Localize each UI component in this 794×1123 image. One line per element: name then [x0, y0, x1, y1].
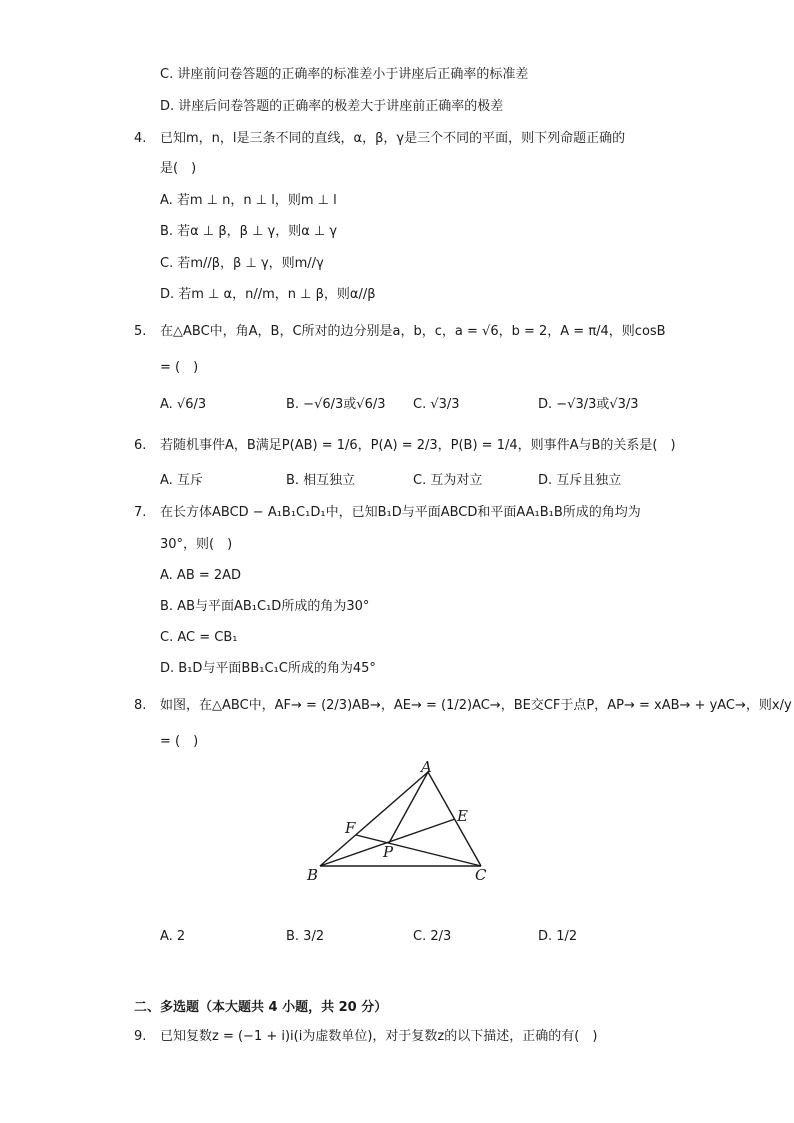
q4-stem-line1: 已知m，n，l是三条不同的直线，α，β，γ是三个不同的平面，则下列命题正确的	[160, 131, 626, 146]
segment-cf	[356, 835, 481, 866]
q5-option-a: A. √6/3	[160, 397, 207, 412]
q8-stem-line1: 如图，在△ABC中，AF→ = (2/3)AB→，AE→ = (1/2)AC→，BE交CF于点P，AP→ = xAB→ + yAC→，则x/y	[160, 698, 792, 713]
q8-option-a: A. 2	[160, 929, 186, 944]
q6-option-c: C. 互为对立	[413, 473, 483, 488]
q7-stem-line2: 30°，则( )	[160, 537, 233, 552]
q7-option-a: A. AB = 2AD	[160, 568, 242, 583]
segment-ap	[389, 772, 428, 843]
q3-option-c: C. 讲座前问卷答题的正确率的标准差小于讲座后正确率的标准差	[160, 67, 529, 82]
q6-option-a: A. 互斥	[160, 473, 203, 488]
q5-stem-line2: = ( )	[160, 360, 199, 375]
q7-option-b: B. AB与平面AB₁C₁D所成的角为30°	[160, 599, 370, 614]
q5-option-c: C. √3/3	[413, 397, 460, 412]
q5-options	[160, 396, 720, 414]
section-heading: 二、多选题（本大题共 4 小题，共 20 分）	[134, 1000, 388, 1015]
q8-option-c: C. 2/3	[413, 929, 452, 944]
label-f: F	[345, 819, 356, 837]
q8-options	[160, 928, 720, 946]
q4-option-c: C. 若m//β，β ⊥ γ，则m//γ	[160, 256, 324, 271]
q6-option-d: D. 互斥且独立	[538, 473, 622, 488]
q7-option-c: C. AC = CB₁	[160, 630, 238, 645]
q6-options	[160, 472, 720, 490]
segment-ab	[320, 772, 428, 866]
q8-option-b: B. 3/2	[286, 929, 325, 944]
q4-option-d: D. 若m ⊥ α，n//m，n ⊥ β，则α//β	[160, 287, 376, 302]
q8-number: 8.	[134, 698, 147, 713]
q7-stem-line1: 在长方体ABCD − A₁B₁C₁D₁中，已知B₁D与平面ABCD和平面AA₁B₁B所成的角均为	[160, 505, 641, 520]
q7-option-d: D. B₁D与平面BB₁C₁C所成的角为45°	[160, 661, 376, 676]
q5-option-d: D. −√3/3或√3/3	[538, 397, 639, 412]
q4-option-b: B. 若α ⊥ β，β ⊥ γ，则α ⊥ γ	[160, 224, 338, 239]
q6-number: 6.	[134, 438, 147, 453]
triangle-figure	[300, 755, 510, 890]
q4-stem-line2: 是( )	[160, 161, 197, 176]
label-e: E	[457, 807, 468, 825]
q8-option-d: D. 1/2	[538, 929, 578, 944]
q3-option-d: D. 讲座后问卷答题的正确率的极差大于讲座前正确率的极差	[160, 99, 504, 114]
q4-option-a: A. 若m ⊥ n，n ⊥ l，则m ⊥ l	[160, 193, 337, 208]
q5-number: 5.	[134, 324, 147, 339]
q5-stem-line1: 在△ABC中，角A，B，C所对的边分别是a，b，c，a = √6，b = 2，A = π/4，则cosB	[160, 324, 666, 339]
label-b: B	[307, 866, 319, 884]
q8-stem-line2: = ( )	[160, 734, 199, 749]
q7-number: 7.	[134, 505, 147, 520]
q5-option-b: B. −√6/3或√6/3	[286, 397, 386, 412]
q6-option-b: B. 相互独立	[286, 473, 356, 488]
q9-stem: 已知复数z = (−1 + i)i(i为虚数单位)，对于复数z的以下描述，正确的有( )	[160, 1029, 598, 1044]
q4-number: 4.	[134, 131, 147, 146]
label-p: P	[383, 843, 394, 861]
q9-number: 9.	[134, 1029, 147, 1044]
label-a: A	[421, 758, 432, 776]
label-c: C	[475, 866, 487, 884]
q6-stem: 若随机事件A，B满足P(AB) = 1/6，P(A) = 2/3，P(B) = 1/4，则事件A与B的关系是( )	[160, 438, 676, 453]
